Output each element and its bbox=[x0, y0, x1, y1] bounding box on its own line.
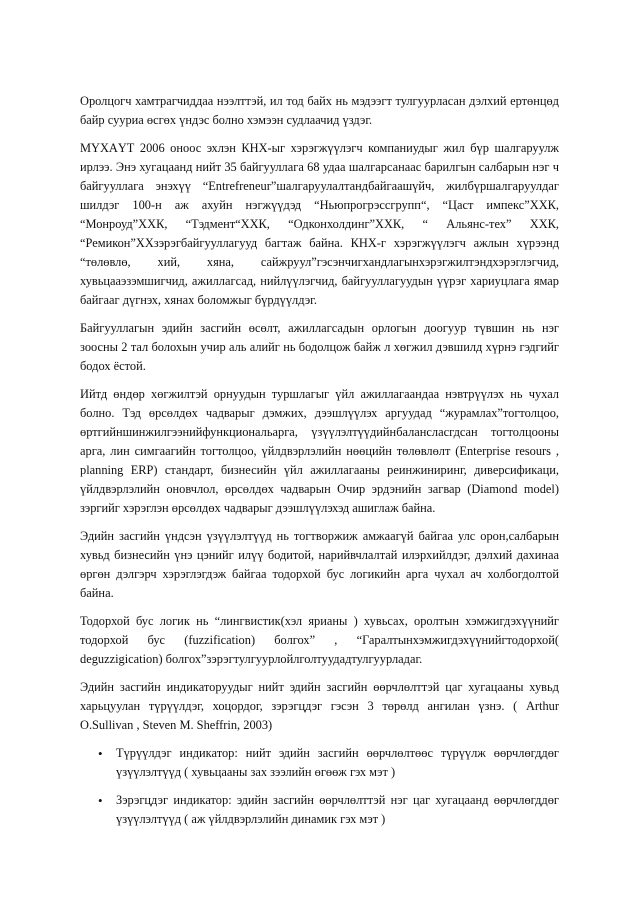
paragraph-growth: Байгууллагын эдийн засгийн өсөлт, ажиллагсадын орлогын доогуур түвшин нь нэг зоосны 2 тал болохын учир аль алийг нь бодолцож байж л хөгжил дэвшилд хүрнэ гэдгийг бодох ёстой. bbox=[80, 321, 559, 373]
paragraph-indicators: Эдийн засгийн индикаторуудыг нийт эдийн засгийн өөрчлөлттэй цаг хугацааны хувьд харьцуулан түрүүлдэг, хоцордог, зэрэгцдэг гэсэн 3 төрөлд ангилан үзнэ. ( Arthur O.Sullivan , Steven M. Sheffrin, 2003) bbox=[80, 680, 559, 732]
list-item-text: Түрүүлдэг индикатор: нийт эдийн засгийн өөрчлөлтөөс түрүүлж өөрчлөгддөг үзүүлэлтүүд ( хувьцааны зах зээлийн өгөөж гэх мэт ) bbox=[116, 746, 559, 779]
paragraph-award: МҮХАҮТ 2006 оноос эхлэн КНХ-ыг хэрэгжүүлэгч компаниудыг жил бүр шалгаруулж ирлээ. Энэ хугацаанд нийт 35 байгууллага 68 удаа шалгарсанаас барилгын салбарын нэг ч байгууллага энэхүү “Entrefreneur”шалгаруулалтандбайгаашүйч, жилбүршалгаруулдаг шилдэг 100-н аж ахуйн нэгжүүдэд “Ньюпрогрэссгрупп“, “Цаст импекс”ХХК, “Монроуд”ХХК, “Тэдмент“ХХК, “Одконхолдинг”ХХК, “ Альянс-тех” ХХК, “Ремикон”ХХзэрэгбайгууллагууд багтаж байна. КНХ-г хэрэгжүүлэгч ажлын хүрээнд “төлөвлө, хий, хяна, сайжруул”гэсэнчигхандлагынхэрэгжилтэндхэрэглэгчид, хувьцааэзэмшигчид, ажиллагсад, нийлүүлэгчид, байгууллагуудын үүрэг хариуцлага ямар байгааг дүгнэх, хянах боломжыг бүрдүүлдэг. bbox=[80, 141, 559, 307]
indicator-list bbox=[80, 744, 559, 829]
list-item bbox=[80, 744, 559, 782]
paragraph-intro: Оролцогч хамтрагчиддаа нээлттэй, ил тод байх нь мэдээгт тулгуурласан дэлхий ертөнцөд байр сууриа өсгөх үндэс болно хэмээн судлаачид үздэг. bbox=[80, 94, 559, 127]
list-item-text: Зэрэгцдэг индикатор: эдийн засгийн өөрчлөлттэй нэг цаг хугацаанд өөрчлөгддөг үзүүлэлтүүд ( аж үйлдвэрлэлийн динамик гэх мэт ) bbox=[116, 793, 559, 826]
document-body bbox=[80, 92, 559, 838]
paragraph-fuzzy-logic: Эдийн засгийн үндсэн үзүүлэлтүүд нь тогтворжиж амжаагүй байгаа улс орон,салбарын хувьд бизнесийн үнэ цэнийг илүү бодитой, нарийвчлалтай илэрхийлдэг, дэлхий дахинаа өргөн дэлгэрч хэрэглэгдэж байгаа тодорхой бус логикийн арга чухал ач холбогдолтой байна. bbox=[80, 529, 559, 600]
bullet-icon: • bbox=[98, 746, 103, 761]
paragraph-fuzzification: Тодорхой бус логик нь “лингвистик(хэл ярианы ) хувьсах, оролтын хэмжигдэхүүнийг тодорхой бус (fuzzification) болгох” , “Гаралтынхэмжигдэхүүнийгтодорхой( deguzzigication) болгох”зэрэгтулгуурлойлголтуудадтулгуурладаг. bbox=[80, 614, 559, 666]
paragraph-methods: Ийтд өндөр хөгжилтэй орнуудын туршлагыг үйл ажиллагаандаа нэвтрүүлэх нь чухал болно. Тэд өрсөлдөх чадварыг дэмжих, дээшлүүлэх аргуудад “журамлах”тогтолцоо, өртгийншинжилгээнийфункциональарга, үзүүлэлтүүдийнбалансласгдсан тогтолцооны арга, лин симгаагийн тогтолцоо, үйлдвэрлэлийн нөөцийн төлөвлөлт (Enterprise resours , planning ERP) стандарт, бизнесийн үйл ажиллагааны реинжиниринг, диверсификаци, үйлдвэрлэлийн оновчлол, өрсөлдөх чадварын Очир эрдэнийн загвар (Diamond model) зэргийг хэрэглэн өрсөлдөх чадварыг дээшлүүлэхэд ашиглаж байна. bbox=[80, 387, 559, 515]
bullet-icon: • bbox=[98, 793, 103, 808]
list-item bbox=[80, 791, 559, 829]
